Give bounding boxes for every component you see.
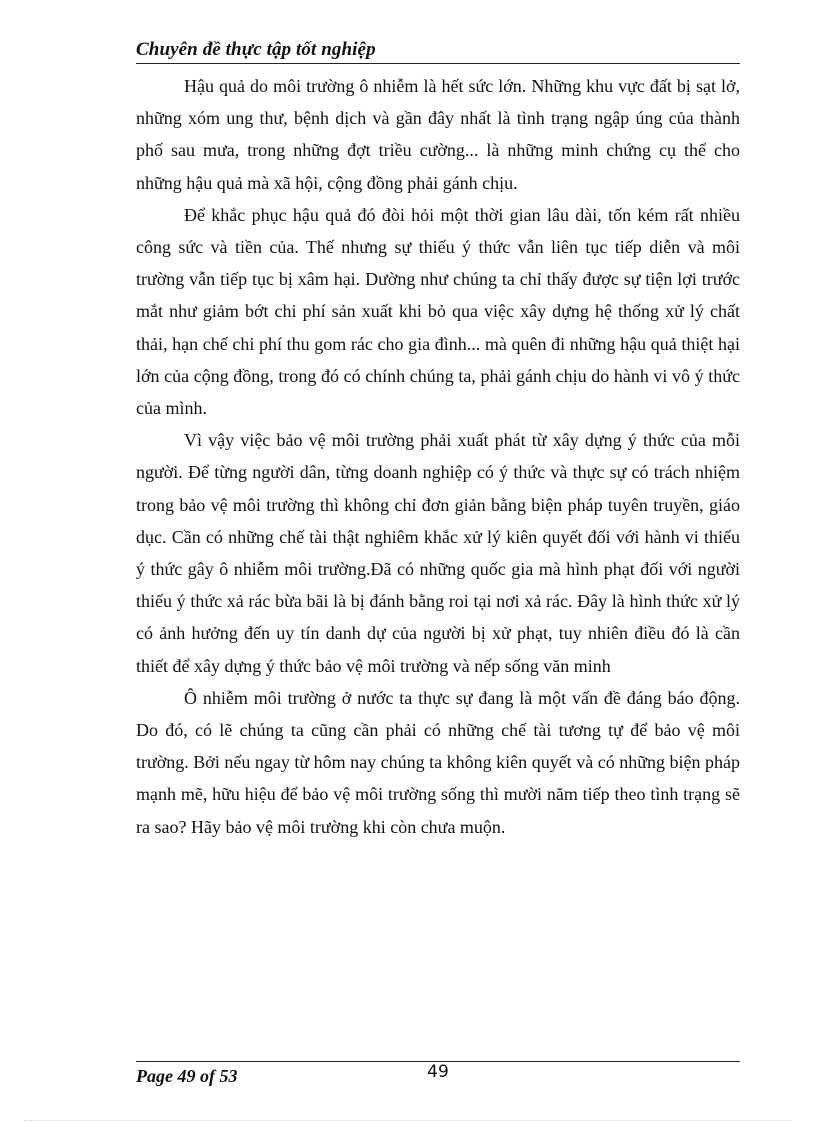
paragraph: Vì vậy việc bảo vệ môi trường phải xuất phát từ xây dựng ý thức của mỗi người. Để từng người dân, từng doanh nghiệp có ý thức và thực sự có trách nhiệm trong bảo vệ môi trường thì không chỉ đơn giản bằng biện pháp tuyên truyền, giáo dục. Cần có những chế tài thật nghiêm khắc xử lý kiên quyết đối với hành vi thiếu ý thức gây ô nhiễm môi trường.Đã có những quốc gia mà hình phạt đối với người thiếu ý thức xả rác bừa bãi là bị đánh bằng roi tại nơi xả rác. Đây là hình thức xử lý có ảnh hưởng đến uy tín danh dự của người bị xử phạt, tuy nhiên điều đó là cần thiết để xây dựng ý thức bảo vệ môi trường và nếp sống văn minh (136, 430, 740, 676)
paragraph: Ô nhiễm môi trường ở nước ta thực sự đang là một vấn đề đáng báo động. Do đó, có lẽ chúng ta cũng cần phải có những chế tài tương tự để bảo vệ môi trường. Bởi nếu ngay từ hôm nay chúng ta không kiên quyết và có những biện pháp mạnh mẽ, hữu hiệu để bảo vệ môi trường sống thì mười năm tiếp theo tình trạng sẽ ra sao? Hãy bảo vệ môi trường khi còn chưa muộn. (136, 687, 740, 837)
header-divider (136, 63, 740, 64)
page-bottom-edge (24, 1120, 792, 1121)
paragraph: Để khắc phục hậu quả đó đòi hỏi một thời gian lâu dài, tốn kém rất nhiều công sức và tiền của. Thế nhưng sự thiếu ý thức vẫn liên tục tiếp diễn và môi trường vẫn tiếp tục bị xâm hại. Dường như chúng ta chỉ thấy được sự tiện lợi trước mắt như giảm bớt chi phí sản xuất khi bỏ qua việc xây dựng hệ thống xử lý chất thải, hạn chế chi phí thu gom rác cho gia đình... mà quên đi những hậu quả thiệt hại lớn của cộng đồng, trong đó có chính chúng ta, phải gánh chịu do hành vi vô ý thức của mình. (136, 204, 740, 419)
paragraph: Hậu quả do môi trường ô nhiễm là hết sức lớn. Những khu vực đất bị sạt lở, những xóm ung thư, bệnh dịch và gần đây nhất là tình trạng ngập úng của thành phố sau mưa, trong những đợt triều cường... là những minh chứng cụ thể cho những hậu quả mà xã hội, cộng đồng phải gánh chịu. (136, 76, 740, 193)
body-text (136, 70, 740, 843)
header-title: Chuyên đề thực tập tốt nghiệp (136, 39, 376, 60)
footer-page-number: 49 (427, 1062, 449, 1082)
footer-page-label: Page 49 of 53 (136, 1066, 238, 1086)
